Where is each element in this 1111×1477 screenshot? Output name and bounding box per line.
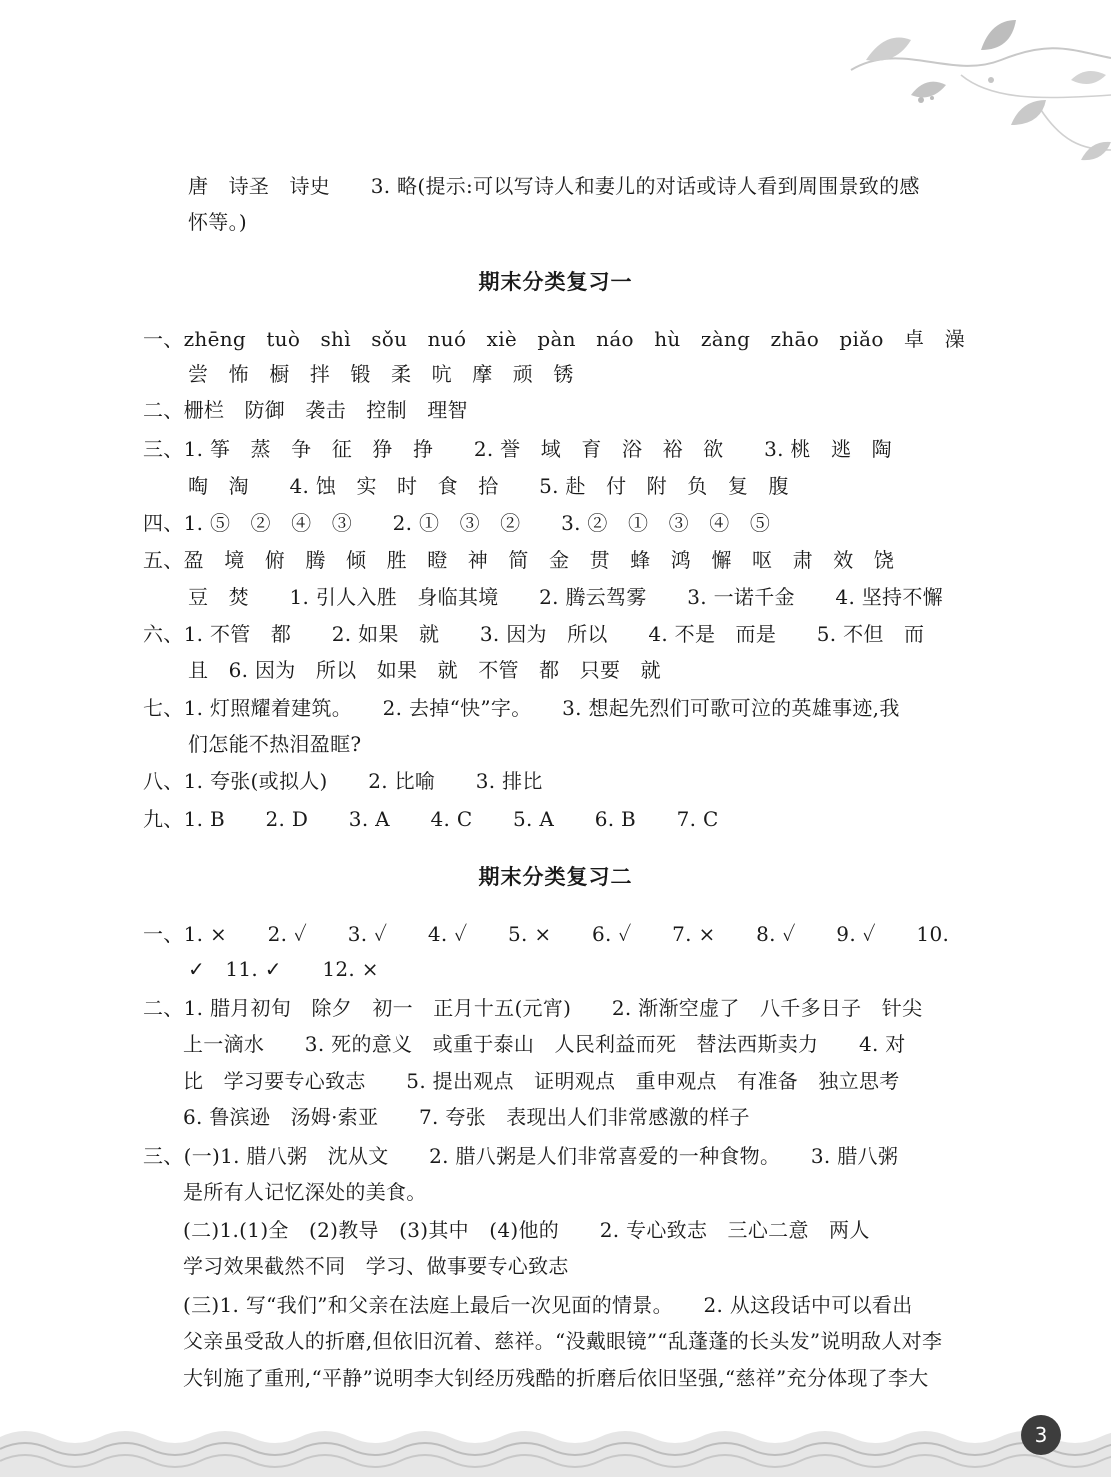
s1-line-1: 一、zhēng tuò shì sǒu nuó xiè pàn náo hù zàng zhāo piǎo 卓 澡 [143, 327, 965, 351]
s1-line-9: 六、1. 不管 都 2. 如果 就 3. 因为 所以 4. 不是 而是 5. 不但 而 [143, 622, 925, 646]
s1-line-4: 三、1. 筝 蒸 争 征 狰 挣 2. 誉 域 育 浴 裕 欲 3. 桃 逃 陶 [143, 437, 892, 461]
section2-title: 期末分类复习二 [478, 865, 633, 889]
s2-line-9: (二)1.(1)全 (2)教导 (3)其中 (4)他的 2. 专心致志 三心二意 两人 [183, 1218, 870, 1242]
s2-line-3: 二、1. 腊月初旬 除夕 初一 正月十五(元宵) 2. 渐渐空虚了 八千多日子 针尖 [143, 996, 923, 1020]
s2-line-2: ✓ 11. ✓ 12. × [188, 957, 379, 981]
s2-line-4: 上一滴水 3. 死的意义 或重于泰山 人民利益而死 替法西斯卖力 4. 对 [183, 1032, 906, 1056]
s2-line-13: 大钊施了重刑,“平静”说明李大钊经历残酷的折磨后依旧坚强,“慈祥”充分体现了李大 [183, 1366, 929, 1390]
leaf-vine-decoration [811, 0, 1111, 200]
s2-line-12: 父亲虽受敌人的折磨,但依旧沉着、慈祥。“没戴眼镜”“乱蓬蓬的长头发”说明敌人对李 [183, 1329, 943, 1353]
page-number: 3 [1021, 1415, 1061, 1455]
s2-line-10: 学习效果截然不同 学习、做事要专心致志 [183, 1254, 569, 1278]
s1-line-5: 啕 淘 4. 蚀 实 时 食 拾 5. 赴 付 附 负 复 腹 [188, 474, 789, 498]
intro-line-1: 唐 诗圣 诗史 3. 略(提示:可以写诗人和妻儿的对话或诗人看到周围景致的感 [188, 174, 920, 198]
s2-line-1: 一、1. × 2. ✓ 3. ✓ 4. ✓ 5. × 6. ✓ 7. × 8. ✓ 9. ✓ 10. [143, 922, 950, 946]
s2-line-7: 三、(一)1. 腊八粥 沈从文 2. 腊八粥是人们非常喜爱的一种食物。 3. 腊八粥 [143, 1144, 899, 1168]
s1-line-11: 七、1. 灯照耀着建筑。 2. 去掉“快”字。 3. 想起先烈们可歌可泣的英雄事迹,我 [143, 696, 900, 720]
s2-line-11: (三)1. 写“我们”和父亲在法庭上最后一次见面的情景。 2. 从这段话中可以看出 [183, 1293, 913, 1317]
s1-line-14: 九、1. B 2. D 3. A 4. C 5. A 6. B 7. C [143, 807, 719, 831]
s1-line-10: 且 6. 因为 所以 如果 就 不管 都 只要 就 [188, 658, 661, 682]
s1-line-7: 五、盈 境 俯 腾 倾 胜 瞪 神 简 金 贯 蜂 鸿 懈 呕 肃 效 饶 [143, 548, 895, 572]
s1-line-13: 八、1. 夸张(或拟人) 2. 比喻 3. 排比 [143, 769, 543, 793]
s1-line-3: 二、栅栏 防御 袭击 控制 理智 [143, 398, 468, 422]
s1-line-8: 豆 焚 1. 引人入胜 身临其境 2. 腾云驾雾 3. 一诺千金 4. 坚持不懈 [188, 585, 943, 609]
s2-line-6: 6. 鲁滨逊 汤姆·索亚 7. 夸张 表现出人们非常感激的样子 [183, 1105, 750, 1129]
s1-line-6: 四、1. ⑤ ② ④ ③ 2. ① ③ ② 3. ② ① ③ ④ ⑤ [143, 511, 771, 535]
wave-footer-decoration [0, 1407, 1111, 1477]
section1-title: 期末分类复习一 [478, 270, 633, 294]
s2-line-8: 是所有人记忆深处的美食。 [183, 1180, 427, 1204]
s2-line-5: 比 学习要专心致志 5. 提出观点 证明观点 重申观点 有准备 独立思考 [183, 1069, 900, 1093]
s1-line-2: 尝 怖 橱 拌 锻 柔 吭 摩 顽 锈 [188, 362, 574, 386]
intro-line-2: 怀等。) [188, 210, 248, 234]
s1-line-12: 们怎能不热泪盈眶? [188, 732, 362, 756]
